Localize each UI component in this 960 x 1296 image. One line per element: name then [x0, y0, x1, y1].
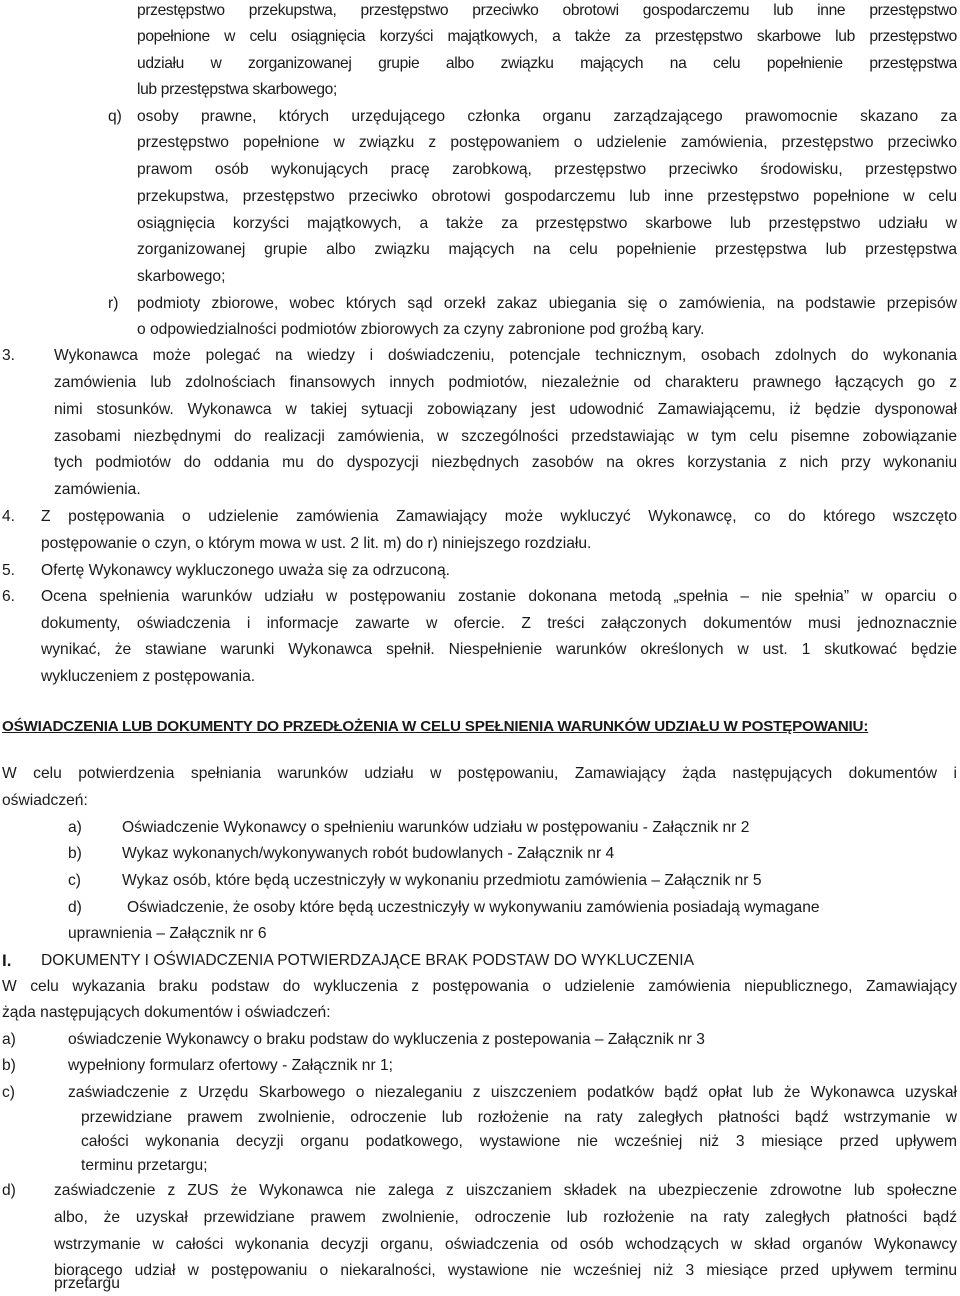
list-item [0, 815, 960, 841]
text-line: zaświadczenie z ZUS że Wykonawca nie zalega z uiszczaniem składek na ubezpieczenie zdrowotne lub społeczne [54, 1182, 957, 1199]
text-line: Ofertę Wykonawcy wykluczonego uważa się za odrzuconą. [41, 562, 450, 579]
text-line: Wykonawca może polegać na wiedzy i doświadczeniu, potencjale technicznym, osobach zdolnych do wykonania [54, 347, 957, 364]
text-line: przetargu [54, 1275, 120, 1292]
text-line: przestępstwo popełnione w związku z postępowaniem o udzielenie zamówienia, przestępstwo przeciwko [137, 134, 957, 151]
text-line: całości wykonania decyzji organu podatkowego, wystawione nie wcześniej niż 3 miesiące przed upływem [81, 1133, 957, 1150]
text-line: oświadczeń: [2, 792, 88, 809]
list-marker: c) [68, 872, 81, 889]
text-line: Oświadczenie, że osoby które będą uczestniczyły w wykonywaniu zamówienia posiadają wymagane [127, 899, 820, 916]
text-line: skarbowego; [137, 268, 226, 285]
text-line: Wykaz wykonanych/wykonywanych robót budowlanych - Załącznik nr 4 [122, 845, 615, 862]
list-marker: d) [2, 1182, 16, 1199]
section-number: I. [2, 951, 12, 970]
text-line: albo, że uzyskał przewidziane prawem zwolnienie, odroczenie lub rozłożenie na raty zaległych płatności bądź [54, 1209, 957, 1226]
text-line: podmioty zbiorowe, wobec których sąd orzekł zakaz ubiegania się o zamówienia, na podstawie przepisów [137, 295, 957, 312]
text-line: dokumenty, oświadczenia i informacje zawarte w ofercie. Z treści załączonych dokumentów musi jednoznacznie [41, 615, 957, 632]
list-item [0, 1027, 960, 1053]
text-line: wynikać, że stawiane warunki Wykonawca spełnił. Niespełnienie warunków określonych w ust. 1 skutkować będzie [41, 641, 957, 658]
text-line: lub przestępstwa skarbowego; [137, 81, 337, 98]
section-title: DOKUMENTY I OŚWIADCZENIA POTWIERDZAJĄCE BRAK PODSTAW DO WYKLUCZENIA [41, 952, 694, 969]
text-line: nimi stosunków. Wykonawca w takiej sytuacji zobowiązany jest udowodnić Zamawiającemu, iż będzie dysponował [54, 401, 957, 418]
list-item [0, 841, 960, 867]
text-line: Wykaz osób, które będą uczestniczyły w wykonaniu przedmiotu zamówienia – Załącznik nr 5 [122, 872, 762, 889]
list-marker: a) [2, 1031, 16, 1048]
text-line: uprawnienia – Załącznik nr 6 [68, 925, 267, 942]
text-line: osiągnięcia korzyści majątkowych, a także za przestępstwo skarbowe lub przestępstwo udziału w [137, 215, 957, 232]
text-line: przestępstwo przekupstwa, przestępstwo przeciwko obrotowi gospodarczemu lub inne przestępstwo [137, 2, 957, 19]
point-number: 5. [2, 562, 16, 579]
text-line: żąda następujących dokumentów i oświadczeń: [2, 1004, 331, 1021]
text-line: przekupstwa, przestępstwo przeciwko obrotowi gospodarczemu lub inne przestępstwo popełnione w celu [137, 188, 957, 205]
text-line: zasobami niezbędnymi do realizacji zamówienia, w szczególności przedstawiając w tym celu pisemne zobowiązanie [54, 428, 957, 445]
text-line: W celu potwierdzenia spełniania warunków udziału w postępowaniu, Zamawiający żąda następujących dokumentów i [2, 765, 957, 782]
text-line: postępowanie o czyn, o którym mowa w ust. 2 lit. m) do r) niniejszego rozdziału. [41, 535, 592, 552]
text-line: przewidziane prawem zwolnienie, odroczenie lub rozłożenie na raty zaległych płatności bądź wstrzymanie w [81, 1109, 957, 1126]
point-number: 6. [2, 588, 16, 605]
list-item [0, 1053, 960, 1079]
text-line: terminu przetargu; [81, 1157, 208, 1174]
text-line: oświadczenie Wykonawcy o braku podstaw do wykluczenia z postepowania – Załącznik nr 3 [68, 1031, 705, 1048]
list-marker: d) [68, 899, 82, 916]
list-item [0, 868, 960, 894]
list-marker: a) [68, 819, 82, 836]
text-line: popełnione w celu osiągnięcia korzyści majątkowych, a także za przestępstwo skarbowe lub przestępstwo [137, 28, 957, 45]
section-I-heading [0, 948, 960, 974]
text-line: o odpowiedzialności podmiotów zbiorowych za czyny zabronione pod groźbą kary. [137, 321, 705, 338]
point-number: 4. [2, 508, 16, 525]
text-line: biorącego udział w postępowaniu o niekaralności, wystawione nie wcześniej niż 3 miesiące przed upływem terminu [54, 1262, 957, 1279]
list-marker: b) [2, 1057, 16, 1074]
text-line: wypełniony formularz ofertowy - Załącznik nr 1; [68, 1057, 393, 1074]
list-marker: r) [108, 295, 119, 312]
text-line: zamówienia lub zdolnościach finansowych innych podmiotów, niezależnie od charakteru prawnego łączących go z [54, 374, 957, 391]
point-number: 3. [2, 347, 16, 364]
text-line: osoby prawne, których urzędującego członka organu zarządzającego prawomocnie skazano za [137, 108, 957, 125]
text-line: udziału w zorganizowanej grupie albo związku mających na celu popełnienie przestępstwa [137, 55, 957, 72]
text-line: zamówienia. [54, 481, 141, 498]
text-line: wstrzymanie w całości wykonania decyzji organu, oświadczenia od osób wchodzących w skład organów Wykonawcy [54, 1236, 957, 1253]
list-marker: q) [108, 108, 122, 125]
text-line: zorganizowanej grupie albo związku mających na celu popełnienie przestępstwa lub przestępstwa [137, 241, 957, 258]
text-line: Oświadczenie Wykonawcy o spełnieniu warunków udziału w postępowaniu - Załącznik nr 2 [122, 819, 750, 836]
list-item [0, 895, 960, 921]
text-line: tych podmiotów do oddania mu do dyspozycji niezbędnych zasobów na okres korzystania z nich przy wykonaniu [54, 454, 957, 471]
text-line: Ocena spełnienia warunków udziału w postępowaniu zostanie dokonana metodą „spełnia – nie spełnia” w oparciu o [41, 588, 957, 605]
text-line: prawom osób wykonujących pracę zarobkową, przestępstwo przeciwko środowisku, przestępstwo [137, 161, 957, 178]
text-line: W celu wykazania braku podstaw do wykluczenia z postępowania o udzielenie zamówienia niepublicznego, Zamawiający [2, 978, 957, 995]
text-line: Z postępowania o udzielenie zamówienia Zamawiający może wykluczyć Wykonawcę, co do którego wszczęto [41, 508, 957, 525]
list-marker: b) [68, 845, 82, 862]
text-line: wykluczeniem z postępowania. [41, 668, 256, 685]
text-line: zaświadczenie z Urzędu Skarbowego o niezaleganiu z uiszczeniem podatków bądź opłat lub że Wykonawca uzyskał [68, 1084, 957, 1101]
section-heading: OŚWIADCZENIA LUB DOKUMENTY DO PRZEDŁOŻENIA W CELU SPEŁNIENIA WARUNKÓW UDZIAŁU W POSTĘPOWANIU: [2, 718, 869, 735]
list-marker: c) [2, 1084, 15, 1101]
